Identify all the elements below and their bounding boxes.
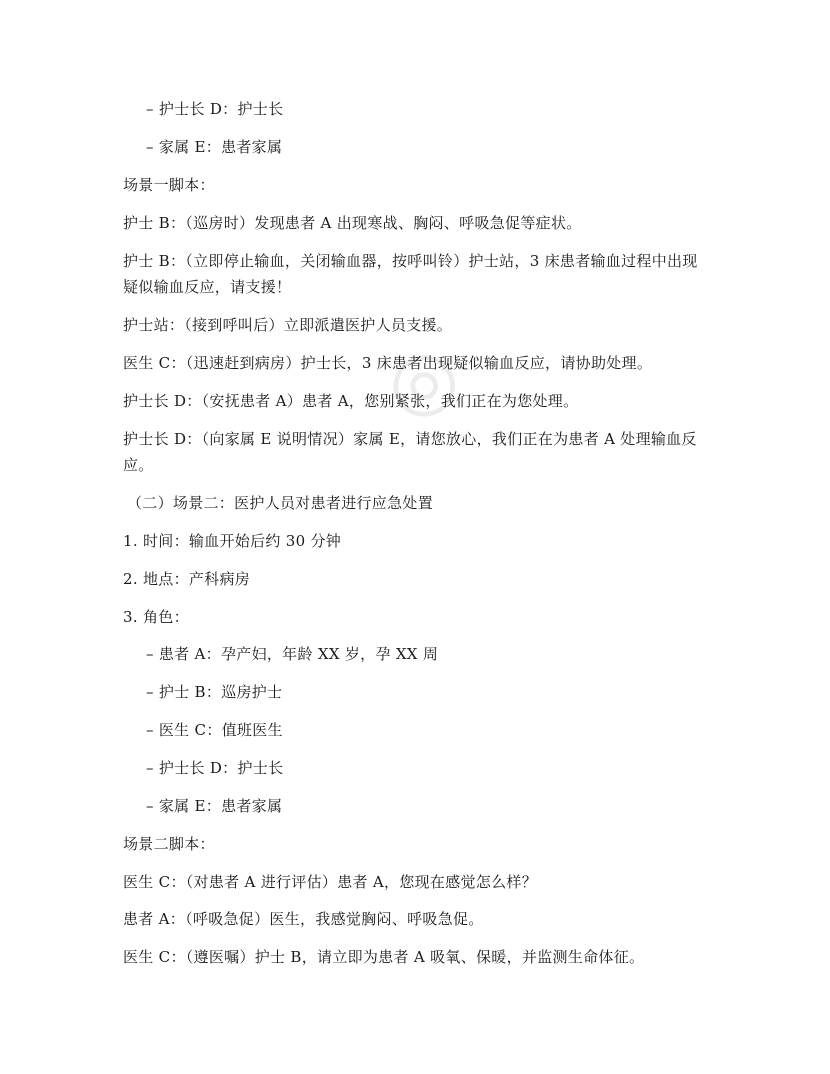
scene1-script-heading: 场景一脚本： [123, 176, 215, 194]
role-family-1: – 家属 E：患者家属 [146, 138, 283, 156]
role-doctor: – 医生 C：值班医生 [146, 721, 283, 739]
scene2-time: 1. 时间：输血开始后约 30 分钟 [123, 532, 342, 550]
script-line-1: 护士 B：（巡房时）发现患者 A 出现寒战、胸闷、呼吸急促等症状。 [123, 214, 582, 232]
script2-line-1: 医生 C：（对患者 A 进行评估）患者 A，您现在感觉怎么样？ [123, 873, 538, 891]
role-family-2: – 家属 E：患者家属 [146, 797, 283, 815]
scene2-script-heading: 场景二脚本： [123, 835, 215, 853]
script-line-6: 护士长 D：（向家属 E 说明情况）家属 E，请您放心，我们正在为患者 A 处理输血反应。 [123, 430, 697, 474]
script-line-2: 护士 B：（立即停止输血，关闭输血器，按呼叫铃）护士站，3 床患者输血过程中出现疑似输血反应，请支援！ [123, 252, 698, 296]
script-line-5: 护士长 D：（安抚患者 A）患者 A，您别紧张，我们正在为您处理。 [123, 392, 579, 410]
role-patient: – 患者 A：孕产妇，年龄 XX 岁，孕 XX 周 [146, 645, 439, 663]
watermark-logo: ◎ [364, 321, 476, 439]
role-head-nurse-2: – 护士长 D：护士长 [146, 759, 284, 777]
scene2-roles-heading: 3. 角色： [123, 608, 189, 626]
scene2-heading: （二）场景二：医护人员对患者进行应急处置 [127, 494, 434, 512]
script-line-3: 护士站：（接到呼叫后）立即派遣医护人员支援。 [123, 316, 453, 334]
role-nurse: – 护士 B：巡房护士 [146, 683, 283, 701]
script-line-4: 医生 C：（迅速赶到病房）护士长，3 床患者出现疑似输血反应，请协助处理。 [123, 354, 653, 372]
scene2-location: 2. 地点：产科病房 [123, 570, 251, 588]
script2-line-2: 患者 A：（呼吸急促）医生，我感觉胸闷、呼吸急促。 [123, 910, 484, 928]
script2-line-3: 医生 C：（遵医嘱）护士 B，请立即为患者 A 吸氧、保暖，并监测生命体征。 [123, 948, 645, 966]
role-head-nurse-1: – 护士长 D：护士长 [146, 100, 284, 118]
